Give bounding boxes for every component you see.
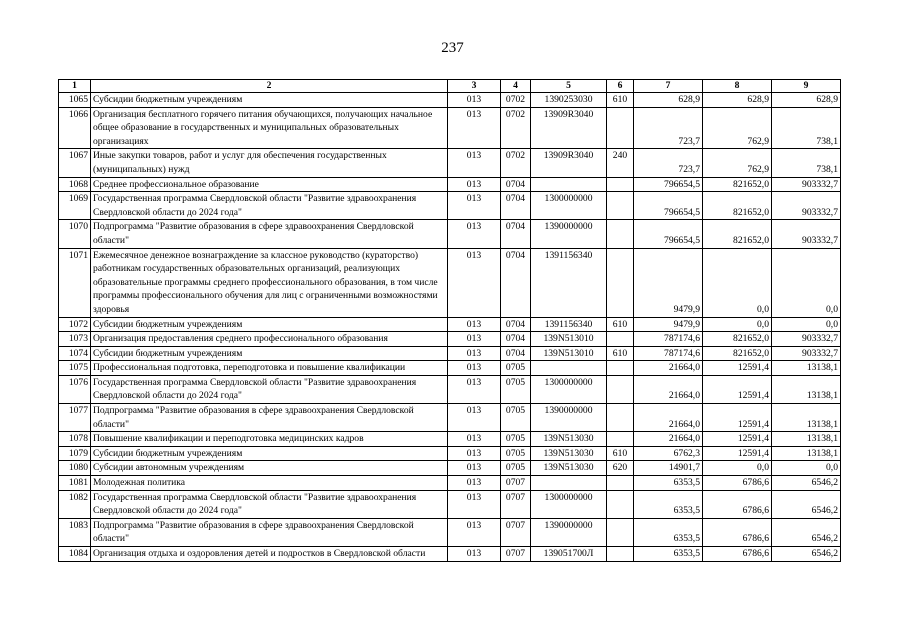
code-admin-cell: 013 xyxy=(448,490,501,518)
section-code-cell: 0705 xyxy=(501,461,531,476)
code-admin-cell: 013 xyxy=(448,461,501,476)
target-item-cell: 1391156340 xyxy=(531,317,607,332)
table-row xyxy=(59,346,841,361)
row-number-cell: 1076 xyxy=(59,375,91,403)
section-code-cell: 0704 xyxy=(501,346,531,361)
amount-2023-cell: 762,9 xyxy=(703,107,772,149)
row-number-cell: 1077 xyxy=(59,404,91,432)
target-item-cell: 139N513010 xyxy=(531,332,607,347)
expense-type-cell xyxy=(607,332,634,347)
header-row xyxy=(59,80,841,93)
amount-2023-cell: 12591,4 xyxy=(703,361,772,376)
row-number-cell: 1067 xyxy=(59,149,91,177)
target-item-cell: 1390000000 xyxy=(531,404,607,432)
target-item-cell: 13909R3040 xyxy=(531,149,607,177)
expense-type-cell xyxy=(607,476,634,491)
row-name-cell: Субсидии автономным учреждениям xyxy=(91,461,448,476)
header-cell: 4 xyxy=(501,80,531,93)
row-name-cell: Государственная программа Свердловской области "Развитие здравоохранения Свердловской области до 2024 года" xyxy=(91,375,448,403)
expense-type-cell xyxy=(607,220,634,248)
row-name-cell: Повышение квалификации и переподготовка медицинских кадров xyxy=(91,432,448,447)
expense-type-cell xyxy=(607,248,634,317)
amount-2023-cell: 628,9 xyxy=(703,93,772,108)
code-admin-cell: 013 xyxy=(448,149,501,177)
expense-type-cell: 610 xyxy=(607,317,634,332)
amount-2022-cell: 796654,5 xyxy=(634,177,703,192)
row-name-cell: Субсидии бюджетным учреждениям xyxy=(91,446,448,461)
row-name-cell: Субсидии бюджетным учреждениям xyxy=(91,317,448,332)
table-row xyxy=(59,446,841,461)
code-admin-cell: 013 xyxy=(448,547,501,562)
table-row xyxy=(59,149,841,177)
expense-type-cell: 620 xyxy=(607,461,634,476)
row-number-cell: 1074 xyxy=(59,346,91,361)
code-admin-cell: 013 xyxy=(448,93,501,108)
row-name-cell: Иные закупки товаров, работ и услуг для обеспечения государственных (муниципальных) нужд xyxy=(91,149,448,177)
expense-type-cell xyxy=(607,404,634,432)
expense-type-cell xyxy=(607,375,634,403)
expense-type-cell: 610 xyxy=(607,446,634,461)
amount-2024-cell: 6546,2 xyxy=(772,490,841,518)
amount-2023-cell: 821652,0 xyxy=(703,346,772,361)
table-row xyxy=(59,317,841,332)
target-item-cell: 13909R3040 xyxy=(531,107,607,149)
section-code-cell: 0707 xyxy=(501,476,531,491)
code-admin-cell: 013 xyxy=(448,446,501,461)
amount-2022-cell: 6353,5 xyxy=(634,490,703,518)
amount-2024-cell: 903332,7 xyxy=(772,346,841,361)
amount-2024-cell: 13138,1 xyxy=(772,404,841,432)
expense-type-cell xyxy=(607,432,634,447)
amount-2024-cell: 0,0 xyxy=(772,317,841,332)
amount-2022-cell: 6353,5 xyxy=(634,547,703,562)
table-row xyxy=(59,220,841,248)
code-admin-cell: 013 xyxy=(448,317,501,332)
row-number-cell: 1066 xyxy=(59,107,91,149)
expense-type-cell xyxy=(607,177,634,192)
expense-type-cell xyxy=(607,361,634,376)
row-number-cell: 1079 xyxy=(59,446,91,461)
code-admin-cell: 013 xyxy=(448,432,501,447)
expense-type-cell xyxy=(607,192,634,220)
table-row xyxy=(59,177,841,192)
target-item-cell: 1390000000 xyxy=(531,220,607,248)
header-cell: 5 xyxy=(531,80,607,93)
amount-2023-cell: 12591,4 xyxy=(703,404,772,432)
header-cell: 2 xyxy=(91,80,448,93)
code-admin-cell: 013 xyxy=(448,220,501,248)
code-admin-cell: 013 xyxy=(448,476,501,491)
amount-2024-cell: 0,0 xyxy=(772,248,841,317)
code-admin-cell: 013 xyxy=(448,346,501,361)
amount-2023-cell: 12591,4 xyxy=(703,432,772,447)
target-item-cell: 1390000000 xyxy=(531,518,607,546)
table-row xyxy=(59,375,841,403)
section-code-cell: 0704 xyxy=(501,220,531,248)
amount-2022-cell: 9479,9 xyxy=(634,248,703,317)
amount-2024-cell: 6546,2 xyxy=(772,547,841,562)
table-row xyxy=(59,248,841,317)
code-admin-cell: 013 xyxy=(448,375,501,403)
amount-2023-cell: 6786,6 xyxy=(703,547,772,562)
code-admin-cell: 013 xyxy=(448,518,501,546)
row-number-cell: 1071 xyxy=(59,248,91,317)
target-item-cell: 139051700Л xyxy=(531,547,607,562)
row-name-cell: Профессиональная подготовка, переподготовка и повышение квалификации xyxy=(91,361,448,376)
amount-2024-cell: 13138,1 xyxy=(772,446,841,461)
row-number-cell: 1081 xyxy=(59,476,91,491)
amount-2022-cell: 9479,9 xyxy=(634,317,703,332)
amount-2022-cell: 787174,6 xyxy=(634,346,703,361)
header-cell: 7 xyxy=(634,80,703,93)
target-item-cell: 139N513030 xyxy=(531,461,607,476)
table-row xyxy=(59,93,841,108)
amount-2024-cell: 13138,1 xyxy=(772,361,841,376)
amount-2023-cell: 6786,6 xyxy=(703,476,772,491)
row-number-cell: 1075 xyxy=(59,361,91,376)
amount-2024-cell: 738,1 xyxy=(772,107,841,149)
amount-2022-cell: 723,7 xyxy=(634,149,703,177)
page-number: 237 xyxy=(441,40,464,56)
budget-table xyxy=(58,79,841,562)
amount-2022-cell: 21664,0 xyxy=(634,361,703,376)
table-row xyxy=(59,490,841,518)
section-code-cell: 0704 xyxy=(501,248,531,317)
expense-type-cell xyxy=(607,490,634,518)
row-name-cell: Подпрограмма "Развитие образования в сфере здравоохранения Свердловской области" xyxy=(91,518,448,546)
row-name-cell: Организация бесплатного горячего питания обучающихся, получающих начальное общее образование в государственных и муниципальных образовательных организациях xyxy=(91,107,448,149)
section-code-cell: 0705 xyxy=(501,361,531,376)
row-number-cell: 1072 xyxy=(59,317,91,332)
table-row xyxy=(59,476,841,491)
row-name-cell: Государственная программа Свердловской области "Развитие здравоохранения Свердловской области до 2024 года" xyxy=(91,490,448,518)
amount-2024-cell: 903332,7 xyxy=(772,332,841,347)
amount-2022-cell: 21664,0 xyxy=(634,432,703,447)
section-code-cell: 0705 xyxy=(501,446,531,461)
amount-2024-cell: 903332,7 xyxy=(772,192,841,220)
row-number-cell: 1082 xyxy=(59,490,91,518)
target-item-cell xyxy=(531,476,607,491)
target-item-cell xyxy=(531,177,607,192)
amount-2024-cell: 903332,7 xyxy=(772,177,841,192)
code-admin-cell: 013 xyxy=(448,404,501,432)
amount-2023-cell: 12591,4 xyxy=(703,375,772,403)
section-code-cell: 0707 xyxy=(501,490,531,518)
target-item-cell: 1390253030 xyxy=(531,93,607,108)
row-name-cell: Подпрограмма "Развитие образования в сфере здравоохранения Свердловской области" xyxy=(91,404,448,432)
section-code-cell: 0702 xyxy=(501,107,531,149)
amount-2022-cell: 723,7 xyxy=(634,107,703,149)
expense-type-cell: 240 xyxy=(607,149,634,177)
row-name-cell: Подпрограмма "Развитие образования в сфере здравоохранения Свердловской области" xyxy=(91,220,448,248)
amount-2024-cell: 13138,1 xyxy=(772,432,841,447)
code-admin-cell: 013 xyxy=(448,192,501,220)
row-number-cell: 1070 xyxy=(59,220,91,248)
table-row xyxy=(59,361,841,376)
table-row xyxy=(59,404,841,432)
amount-2023-cell: 821652,0 xyxy=(703,332,772,347)
table-row xyxy=(59,461,841,476)
amount-2023-cell: 762,9 xyxy=(703,149,772,177)
amount-2022-cell: 628,9 xyxy=(634,93,703,108)
amount-2022-cell: 21664,0 xyxy=(634,375,703,403)
amount-2023-cell: 821652,0 xyxy=(703,192,772,220)
expense-type-cell: 610 xyxy=(607,346,634,361)
amount-2022-cell: 787174,6 xyxy=(634,332,703,347)
amount-2022-cell: 14901,7 xyxy=(634,461,703,476)
amount-2022-cell: 6353,5 xyxy=(634,476,703,491)
target-item-cell: 139N513010 xyxy=(531,346,607,361)
code-admin-cell: 013 xyxy=(448,361,501,376)
row-number-cell: 1080 xyxy=(59,461,91,476)
table-body xyxy=(59,93,841,562)
row-name-cell: Среднее профессиональное образование xyxy=(91,177,448,192)
section-code-cell: 0705 xyxy=(501,375,531,403)
amount-2024-cell: 13138,1 xyxy=(772,375,841,403)
expense-type-cell xyxy=(607,518,634,546)
section-code-cell: 0707 xyxy=(501,547,531,562)
code-admin-cell: 013 xyxy=(448,332,501,347)
expense-type-cell xyxy=(607,107,634,149)
row-number-cell: 1065 xyxy=(59,93,91,108)
amount-2024-cell: 903332,7 xyxy=(772,220,841,248)
section-code-cell: 0704 xyxy=(501,332,531,347)
code-admin-cell: 013 xyxy=(448,177,501,192)
row-number-cell: 1078 xyxy=(59,432,91,447)
amount-2022-cell: 21664,0 xyxy=(634,404,703,432)
header-cell: 3 xyxy=(448,80,501,93)
target-item-cell: 1391156340 xyxy=(531,248,607,317)
table-row xyxy=(59,432,841,447)
section-code-cell: 0705 xyxy=(501,404,531,432)
section-code-cell: 0704 xyxy=(501,177,531,192)
section-code-cell: 0707 xyxy=(501,518,531,546)
target-item-cell: 139N513030 xyxy=(531,446,607,461)
amount-2024-cell: 6546,2 xyxy=(772,476,841,491)
target-item-cell xyxy=(531,361,607,376)
section-code-cell: 0702 xyxy=(501,149,531,177)
header-cell: 9 xyxy=(772,80,841,93)
amount-2023-cell: 821652,0 xyxy=(703,220,772,248)
amount-2022-cell: 796654,5 xyxy=(634,220,703,248)
expense-type-cell: 610 xyxy=(607,93,634,108)
code-admin-cell: 013 xyxy=(448,248,501,317)
row-name-cell: Государственная программа Свердловской области "Развитие здравоохранения Свердловской области до 2024 года" xyxy=(91,192,448,220)
section-code-cell: 0704 xyxy=(501,317,531,332)
amount-2023-cell: 821652,0 xyxy=(703,177,772,192)
row-name-cell: Субсидии бюджетным учреждениям xyxy=(91,93,448,108)
header-cell: 6 xyxy=(607,80,634,93)
row-name-cell: Организация отдыха и оздоровления детей и подростков в Свердловской области xyxy=(91,547,448,562)
target-item-cell: 1300000000 xyxy=(531,375,607,403)
header-cell: 1 xyxy=(59,80,91,93)
table-row xyxy=(59,332,841,347)
section-code-cell: 0705 xyxy=(501,432,531,447)
amount-2022-cell: 6762,3 xyxy=(634,446,703,461)
row-name-cell: Ежемесячное денежное вознаграждение за классное руководство (кураторство) работникам государственных образовательных организаций, реализующих образовательные программы среднего профессионального образования, в том числе программы профессионального обучения для лиц с ограниченными возможностями здоровья xyxy=(91,248,448,317)
amount-2024-cell: 6546,2 xyxy=(772,518,841,546)
expense-type-cell xyxy=(607,547,634,562)
row-name-cell: Субсидии бюджетным учреждениям xyxy=(91,346,448,361)
table-row xyxy=(59,547,841,562)
amount-2024-cell: 628,9 xyxy=(772,93,841,108)
section-code-cell: 0702 xyxy=(501,93,531,108)
amount-2022-cell: 796654,5 xyxy=(634,192,703,220)
table-row xyxy=(59,107,841,149)
row-number-cell: 1084 xyxy=(59,547,91,562)
target-item-cell: 139N513030 xyxy=(531,432,607,447)
header-cell: 8 xyxy=(703,80,772,93)
row-name-cell: Молодежная политика xyxy=(91,476,448,491)
table-row xyxy=(59,192,841,220)
row-name-cell: Организация предоставления среднего профессионального образования xyxy=(91,332,448,347)
target-item-cell: 1300000000 xyxy=(531,192,607,220)
row-number-cell: 1068 xyxy=(59,177,91,192)
target-item-cell: 1300000000 xyxy=(531,490,607,518)
amount-2024-cell: 0,0 xyxy=(772,461,841,476)
amount-2024-cell: 738,1 xyxy=(772,149,841,177)
amount-2022-cell: 6353,5 xyxy=(634,518,703,546)
amount-2023-cell: 12591,4 xyxy=(703,446,772,461)
table-row xyxy=(59,518,841,546)
amount-2023-cell: 0,0 xyxy=(703,461,772,476)
row-number-cell: 1069 xyxy=(59,192,91,220)
section-code-cell: 0704 xyxy=(501,192,531,220)
amount-2023-cell: 6786,6 xyxy=(703,490,772,518)
amount-2023-cell: 0,0 xyxy=(703,248,772,317)
amount-2023-cell: 0,0 xyxy=(703,317,772,332)
row-number-cell: 1073 xyxy=(59,332,91,347)
row-number-cell: 1083 xyxy=(59,518,91,546)
amount-2023-cell: 6786,6 xyxy=(703,518,772,546)
code-admin-cell: 013 xyxy=(448,107,501,149)
